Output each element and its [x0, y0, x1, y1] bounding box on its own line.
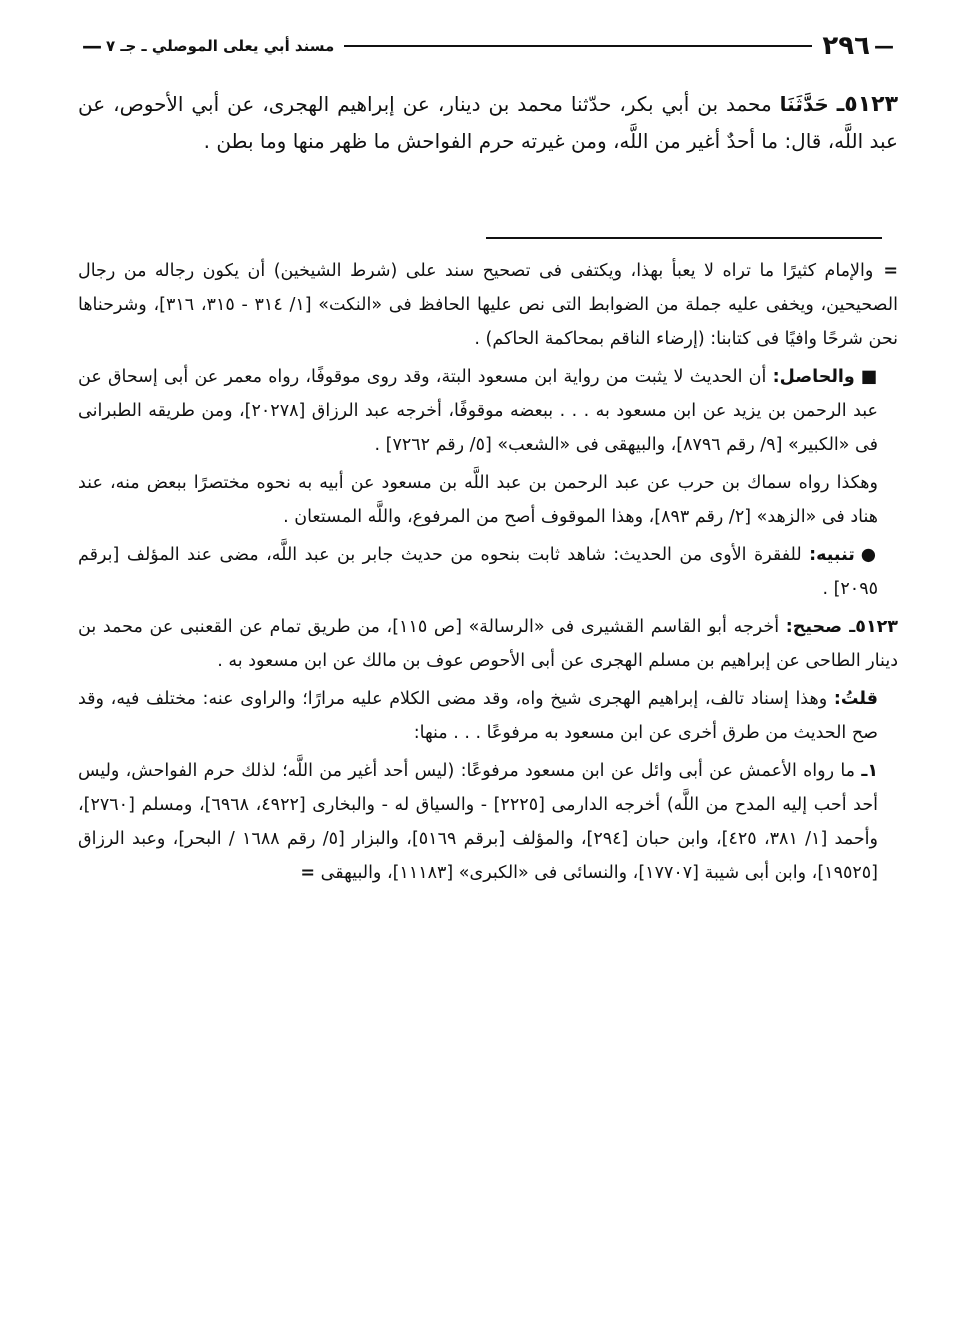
note-text: وهكذا رواه سماك بن حرب عن عبد الرحمن بن عبد اللَّه بن مسعود عن أبيه به نحوه مختصرًا ببعض منه، عند هناد فى «الزهد» [٢/ رقم ٨٩٣]، وهذا الموقوف أصح من المرفوع، واللَّه المستعان . [78, 473, 878, 527]
haddathana-word: حَدَّثَنَا [779, 92, 829, 116]
footnote-divider [486, 237, 882, 239]
note-text: أن الحديث لا يثبت من رواية ابن مسعود البتة، وقد روى موقوفًا، رواه معمر عن أبى إسحاق عن عبد الرحمن بن يزيد عن ابن مسعود به . . . ببعضه موقوفًا، أخرجه عبد الرزاق [٢٠٢٧٨]، ومن طريقه الطبرانى فى «الكبير» [٩/ رقم ٨٧٩٦]، والبيهقى فى «الشعب» [٥/ رقم ٧٢٦٢] . [78, 367, 878, 455]
header-rule [344, 45, 812, 47]
hadith-text [78, 86, 898, 160]
header-dash-left: — [82, 34, 102, 58]
note-text: والإمام كثيرًا ما تراه لا يعبأ بهذا، ويكتفى فى تصحيح سند على (شرط الشيخين) أن يكون رجاله من رجال الصحيحين، ويخفى عليه جملة من الضوابط التى نص عليها الحافظ فى «النكت» [١/ ٣١٤ - ٣١٥، ٣١٦]، وشرحناها نحن شرحًا وافيًا فى كتابنا: (إرضاء الناقم بمحاكمة الحاكم) . [78, 261, 898, 349]
note-text: أخرجه أبو القاسم القشيرى فى «الرسالة» [ص ١١٥]، من طريق تمام عن القعنبى عن محمد بن دينار الطاحى عن إبراهيم بن مسلم الهجرى عن أبى الأحوص عوف بن مالك عن ابن مسعود به . [78, 617, 898, 671]
note-lead: تنبيه: [809, 545, 855, 565]
note-lead: ١ـ [861, 761, 878, 781]
end-continuation-mark: = [300, 863, 316, 883]
note-paragraph-6 [78, 682, 898, 750]
note-lead: قلتُ: [833, 689, 878, 709]
note-lead: ٥١٢٣ـ صحيح: [785, 617, 898, 637]
page-header [78, 28, 898, 64]
note-text: وهذا إسناد تالف، إبراهيم الهجرى شيخ واه، وقد مضى الكلام عليه مرارًا؛ والراوى عنه: مختلف فيه، وقد صح الحديث من طرق أخرى عن ابن مسعود به مرفوعًا . . . منها: [78, 689, 878, 743]
note-paragraph-5 [78, 610, 898, 678]
header-dash-right: — [874, 34, 894, 58]
footnotes [78, 254, 898, 894]
note-text: ما رواه الأعمش عن أبى وائل عن ابن مسعود مرفوعًا: (ليس أحد أغير من اللَّه؛ لذلك حرم الفواحش، وليس أحد أحب إليه المدح من اللَّه) أخرجه الدارمى [٢٢٢٥] - والسياق له - والبخارى [٤٩٢٢، ٦٩٦٨]، ومسلم [٢٧٦٠]، وأحمد [١/ ٣٨١، ٤٢٥]، وابن حبان [٢٩٤]، والمؤلف [برقم ٥١٦٩]، والبزار [٥/ رقم ١٦٨٨ / البحر]، وعبد الرزاق [١٩٥٢٥]، وابن أبى شيبة [١٧٧٠٧]، والنسائى فى «الكبرى» [١١١٨٣]، والبيهقى [78, 761, 879, 883]
hadith-number: ٥١٢٣ـ [836, 92, 899, 117]
note-paragraph-1 [78, 254, 898, 356]
note-paragraph-7 [78, 754, 898, 890]
note-paragraph-3 [78, 466, 898, 534]
square-bullet-icon: ■ [860, 367, 878, 387]
page-number: ٢٩٦ [822, 31, 870, 61]
continuation-mark: = [883, 261, 898, 281]
running-title: مسند أبي يعلى الموصلي ـ جـ ٧ [106, 37, 335, 55]
hadith-body: محمد بن أبي بكر، حدّثنا محمد بن دينار، عن إبراهيم الهجرى، عن أبي الأحوص، عن عبد اللَّه، قال: ما أحدٌ أغير من اللَّه، ومن غيرته حرم الفواحش ما ظهر منها وما بطن . [78, 92, 898, 153]
note-text: للفقرة الأوى من الحديث: شاهد ثابت بنحوه من حديث جابر بن عبد اللَّه، مضى عند المؤلف [برقم ٢٠٩٥] . [78, 545, 878, 599]
note-lead: والحاصل: [772, 367, 855, 387]
note-paragraph-4 [78, 538, 898, 606]
circle-bullet-icon: ● [860, 545, 878, 565]
note-paragraph-2 [78, 360, 898, 462]
